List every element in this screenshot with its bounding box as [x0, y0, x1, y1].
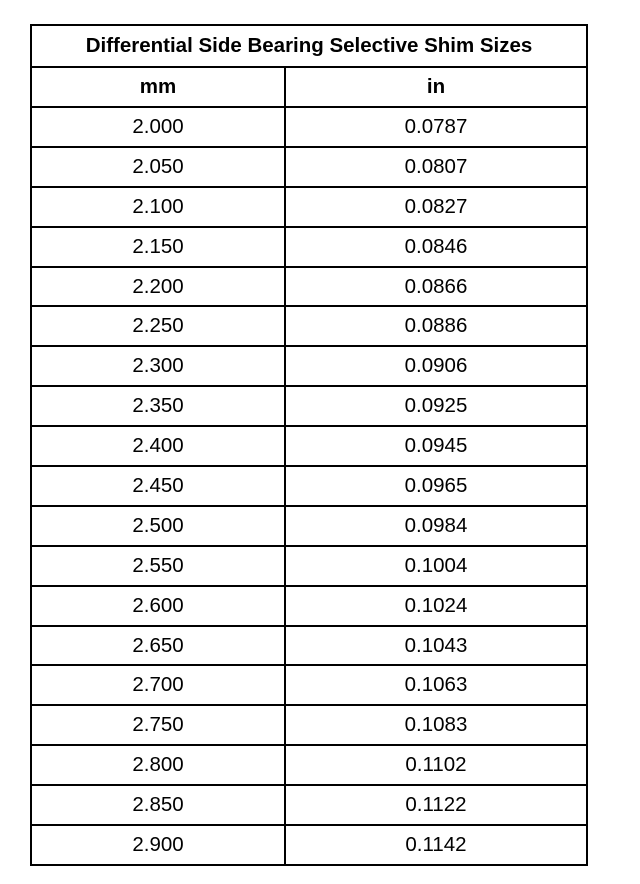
in-cell: 0.1004 — [285, 546, 587, 586]
mm-cell: 2.700 — [31, 665, 285, 705]
table-row — [31, 267, 587, 307]
column-header-in: in — [285, 67, 587, 107]
in-cell: 0.0807 — [285, 147, 587, 187]
mm-cell: 2.250 — [31, 306, 285, 346]
table-row — [31, 665, 587, 705]
table-row — [31, 187, 587, 227]
header-row — [31, 67, 587, 107]
mm-cell: 2.300 — [31, 346, 285, 386]
mm-cell: 2.800 — [31, 745, 285, 785]
mm-cell: 2.050 — [31, 147, 285, 187]
table-row — [31, 386, 587, 426]
mm-cell: 2.150 — [31, 227, 285, 267]
table-row — [31, 626, 587, 666]
table-row — [31, 546, 587, 586]
in-cell: 0.0945 — [285, 426, 587, 466]
column-header-mm: mm — [31, 67, 285, 107]
table-row — [31, 785, 587, 825]
table-row — [31, 426, 587, 466]
in-cell: 0.1043 — [285, 626, 587, 666]
mm-cell: 2.500 — [31, 506, 285, 546]
table-row — [31, 506, 587, 546]
in-cell: 0.1102 — [285, 745, 587, 785]
mm-cell: 2.750 — [31, 705, 285, 745]
table-row — [31, 147, 587, 187]
mm-cell: 2.550 — [31, 546, 285, 586]
mm-cell: 2.600 — [31, 586, 285, 626]
table-title: Differential Side Bearing Selective Shim Sizes — [31, 25, 587, 67]
table-row — [31, 346, 587, 386]
table-row — [31, 705, 587, 745]
in-cell: 0.0925 — [285, 386, 587, 426]
table-row — [31, 227, 587, 267]
in-cell: 0.0965 — [285, 466, 587, 506]
table-row — [31, 745, 587, 785]
in-cell: 0.0906 — [285, 346, 587, 386]
mm-cell: 2.100 — [31, 187, 285, 227]
table-row — [31, 107, 587, 147]
mm-cell: 2.350 — [31, 386, 285, 426]
in-cell: 0.0984 — [285, 506, 587, 546]
mm-cell: 2.400 — [31, 426, 285, 466]
mm-cell: 2.900 — [31, 825, 285, 865]
in-cell: 0.0827 — [285, 187, 587, 227]
in-cell: 0.0886 — [285, 306, 587, 346]
table-row — [31, 825, 587, 865]
in-cell: 0.0846 — [285, 227, 587, 267]
mm-cell: 2.000 — [31, 107, 285, 147]
table-body — [31, 107, 587, 865]
mm-cell: 2.650 — [31, 626, 285, 666]
in-cell: 0.1142 — [285, 825, 587, 865]
in-cell: 0.1083 — [285, 705, 587, 745]
in-cell: 0.1063 — [285, 665, 587, 705]
in-cell: 0.1122 — [285, 785, 587, 825]
in-cell: 0.0866 — [285, 267, 587, 307]
table-row — [31, 306, 587, 346]
mm-cell: 2.450 — [31, 466, 285, 506]
in-cell: 0.0787 — [285, 107, 587, 147]
mm-cell: 2.850 — [31, 785, 285, 825]
mm-cell: 2.200 — [31, 267, 285, 307]
table-row — [31, 466, 587, 506]
in-cell: 0.1024 — [285, 586, 587, 626]
shim-sizes-table — [30, 24, 588, 866]
table-row — [31, 586, 587, 626]
title-row — [31, 25, 587, 67]
